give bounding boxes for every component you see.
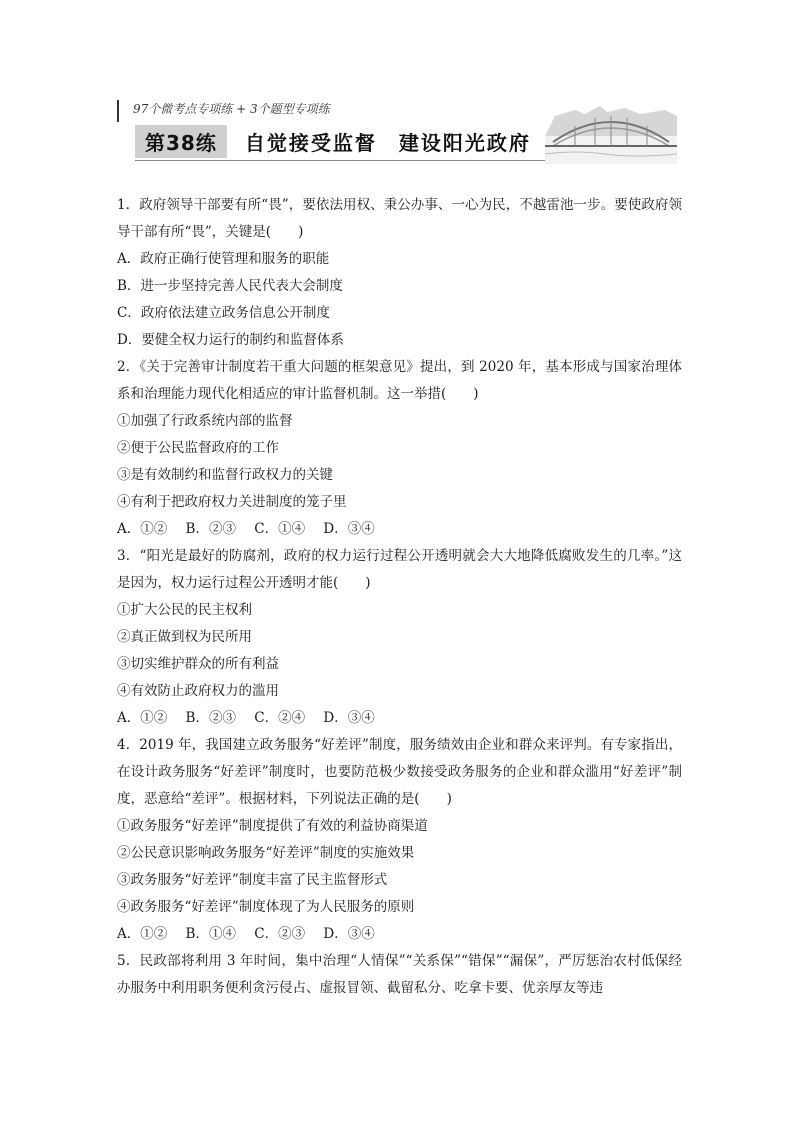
page-title: 自觉接受监督 建设阳光政府 — [244, 130, 531, 155]
choice-c: C．②④ — [254, 710, 306, 726]
statement-2: ②真正做到权为民所用 — [117, 629, 252, 645]
statement-1: ①扩大公民的民主权利 — [117, 602, 252, 618]
statement-3: ③切实维护群众的所有利益 — [117, 656, 279, 672]
bridge-illustration-icon — [545, 96, 677, 164]
statement-4: ④有效防止政府权力的滥用 — [117, 683, 279, 699]
page-header — [117, 96, 677, 168]
statement-4: ④有利于把政府权力关进制度的笼子里 — [117, 494, 347, 510]
choice-a: A．①② — [117, 710, 168, 726]
option-d: D．要健全权力运行的制约和监督体系 — [117, 332, 344, 348]
choice-d: D．③④ — [323, 521, 375, 537]
question-stem: 2．《关于完善审计制度若干重大问题的框架意见》提出，到 2020 年，基本形成与国家治理体系和治理能力现代化相适应的审计监督机制。这一举措( ) — [117, 359, 682, 402]
choice-c: C．②③ — [254, 926, 306, 942]
statement-1: ①政务服务“好差评”制度提供了有效的利益协商渠道 — [117, 818, 428, 834]
option-c: C．政府依法建立政务信息公开制度 — [117, 305, 330, 321]
question-4 — [117, 732, 682, 948]
question-1 — [117, 192, 682, 354]
header-divider — [117, 100, 119, 122]
choice-row — [117, 921, 682, 948]
question-stem: 5．民政部将利用 3 年时间，集中治理“人情保”“关系保”“错保”“漏保”，严厉惩治农村低保经办服务中利用职务便利贪污侵占、虚报冒领、截留私分、吃拿卡要、优亲厚友等违 — [117, 953, 682, 996]
header-rule — [135, 160, 555, 161]
statement-2: ②公民意识影响政务服务“好差评”制度的实施效果 — [117, 845, 415, 861]
choice-b: B．②③ — [185, 521, 236, 537]
choice-row — [117, 516, 682, 543]
question-stem: 3．“阳光是最好的防腐剂，政府的权力运行过程公开透明就会大大地降低腐败发生的几率。”这是因为，权力运行过程公开透明才能( ) — [117, 548, 682, 591]
choice-d: D．③④ — [323, 926, 375, 942]
option-b: B．进一步坚持完善人民代表大会制度 — [117, 278, 343, 294]
choice-b: B．②③ — [185, 710, 236, 726]
statement-2: ②便于公民监督政府的工作 — [117, 440, 279, 456]
choice-d: D．③④ — [323, 710, 375, 726]
question-stem: 1．政府领导干部要有所“畏”，要依法用权、秉公办事、一心为民，不越雷池一步。要使政府领导干部有所“畏”，关键是( ) — [117, 197, 682, 240]
exercise-badge: 第38练 — [135, 125, 227, 158]
question-2 — [117, 354, 682, 543]
choice-c: C．①④ — [254, 521, 306, 537]
statement-4: ④政务服务“好差评”制度体现了为人民服务的原则 — [117, 899, 415, 915]
statement-3: ③是有效制约和监督行政权力的关键 — [117, 467, 333, 483]
question-5 — [117, 948, 682, 1002]
option-a: A．政府正确行使管理和服务的职能 — [117, 251, 330, 267]
question-stem: 4．2019 年，我国建立政务服务“好差评”制度，服务绩效由企业和群众来评判。有专家指出，在设计政务服务“好差评”制度时，也要防范极少数接受政务服务的企业和群众滥用“好差评”制度，恶意给“差评”。根据材料，下列说法正确的是( ) — [117, 737, 682, 807]
header-subtitle: 97个微考点专项练 + 3个题型专项练 — [133, 102, 330, 116]
choice-a: A．①② — [117, 926, 168, 942]
title-row — [135, 126, 531, 156]
question-list — [117, 192, 682, 1002]
choice-a: A．①② — [117, 521, 168, 537]
question-3 — [117, 543, 682, 732]
statement-3: ③政务服务“好差评”制度丰富了民主监督形式 — [117, 872, 388, 888]
statement-1: ①加强了行政系统内部的监督 — [117, 413, 293, 429]
choice-row — [117, 705, 682, 732]
choice-b: B．①④ — [185, 926, 236, 942]
